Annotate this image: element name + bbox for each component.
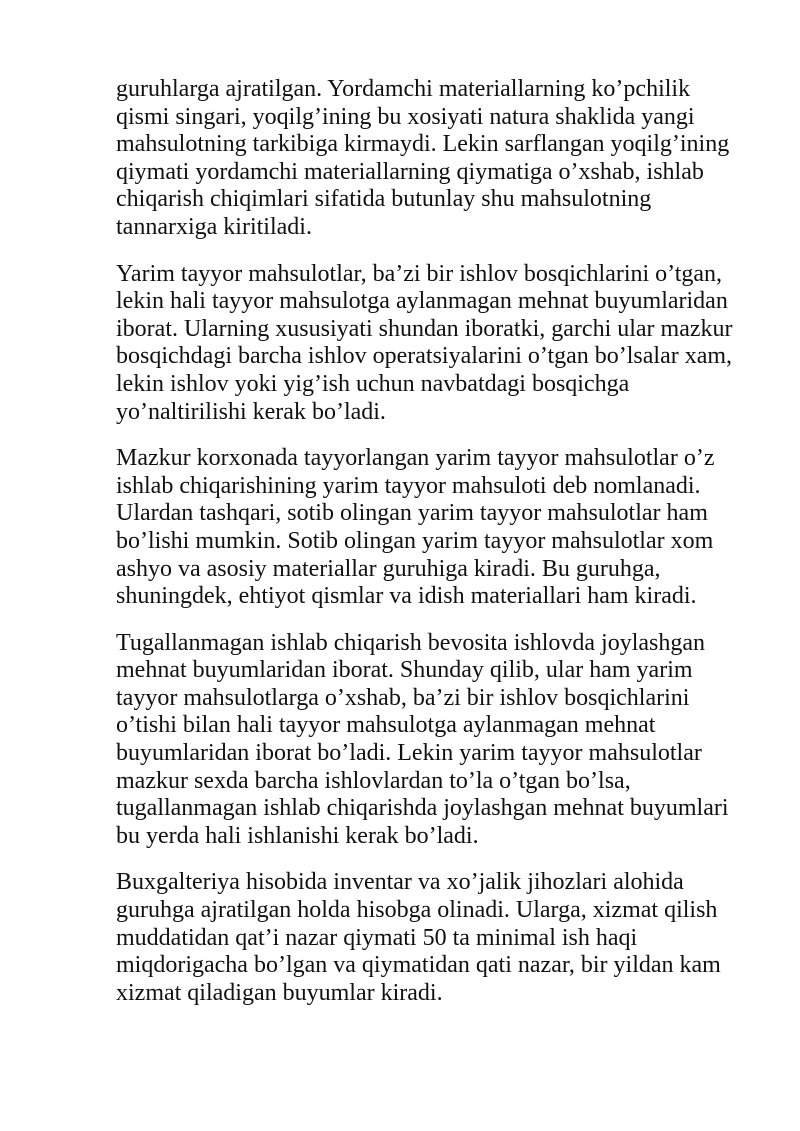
paragraph-fuel-costs xyxy=(116,76,744,242)
text-line: chiqarish chiqimlari sifatida butunlay shu mahsulotning xyxy=(116,186,652,213)
text-line: iborat. Ularning xususiyati shundan iboratki, garchi ular mazkur xyxy=(116,315,733,342)
text-line: tayyor mahsulotlarga o’xshab, ba’zi bir ishlov bosqichlarini xyxy=(116,684,690,711)
paragraph-inventory-equipment xyxy=(116,869,744,1007)
text-line: buyumlaridan iborat bo’ladi. Lekin yarim tayyor mahsulotlar xyxy=(116,740,702,767)
text-line: lekin ishlov yoki yig’ish uchun navbatdagi bosqichga xyxy=(116,370,630,397)
text-line: qiymati yordamchi materiallarning qiymatiga o’xshab, ishlab xyxy=(116,158,704,185)
text-line: Buxgalteriya hisobida inventar va xo’jalik jihozlari alohida xyxy=(116,869,684,896)
text-line: guruhlarga ajratilgan. Yordamchi materiallarning ko’pchilik xyxy=(116,76,691,102)
text-line: o’tishi bilan hali tayyor mahsulotga aylanmagan mehnat xyxy=(116,712,656,739)
text-line: ishlab chiqarishining yarim tayyor mahsuloti deb nomlanadi. xyxy=(116,472,701,499)
text-line: tugallanmagan ishlab chiqarishda joylashgan mehnat buyumlari xyxy=(116,795,729,822)
text-line: yo’naltirilishi kerak bo’ladi. xyxy=(116,398,386,425)
paragraph-semi-finished-products xyxy=(116,261,744,427)
text-line: mehnat buyumlaridan iborat. Shunday qilib, ular ham yarim xyxy=(116,657,693,684)
text-line: Mazkur korxonada tayyorlangan yarim tayyor mahsulotlar o’z xyxy=(116,445,715,472)
text-line: guruhga ajratilgan holda hisobga olinadi. Ularga, xizmat qilish xyxy=(116,897,718,924)
text-line: mahsulotning tarkibiga kirmaydi. Lekin sarflangan yoqilg’ining xyxy=(116,131,730,158)
text-line: muddatidan qat’i nazar qiymati 50 ta minimal ish haqi xyxy=(116,924,638,951)
text-line: tannarxiga kiritiladi. xyxy=(116,213,312,240)
text-line: qismi singari, yoqilg’ining bu xosiyati natura shaklida yangi xyxy=(116,103,695,130)
text-line: Ulardan tashqari, sotib olingan yarim tayyor mahsulotlar ham xyxy=(116,500,708,527)
paragraph-work-in-progress xyxy=(116,630,744,851)
text-line: miqdorigacha bo’lgan va qiymatidan qati nazar, bir yildan kam xyxy=(116,952,721,979)
text-line: bu yerda hali ishlanishi kerak bo’ladi. xyxy=(116,822,479,849)
text-line: xizmat qiladigan buyumlar kiradi. xyxy=(116,979,443,1006)
text-line: shuningdek, ehtiyot qismlar va idish materiallari ham kiradi. xyxy=(116,583,697,610)
document-page xyxy=(116,76,744,1026)
text-line: Yarim tayyor mahsulotlar, ba’zi bir ishlov bosqichlarini o’tgan, xyxy=(116,260,723,287)
text-line: Tugallanmagan ishlab chiqarish bevosita ishlovda joylashgan xyxy=(116,629,706,656)
text-line: bo’lishi mumkin. Sotib olingan yarim tayyor mahsulotlar xom xyxy=(116,527,714,554)
paragraph-own-production xyxy=(116,445,744,611)
text-line: lekin hali tayyor mahsulotga aylanmagan mehnat buyumlaridan xyxy=(116,288,728,315)
text-line: mazkur sexda barcha ishlovlardan to’la o’tgan bo’lsa, xyxy=(116,767,631,794)
text-line: ashyo va asosiy materiallar guruhiga kiradi. Bu guruhga, xyxy=(116,555,661,582)
text-line: bosqichdagi barcha ishlov operatsiyalarini o’tgan bo’lsalar xam, xyxy=(116,343,733,370)
